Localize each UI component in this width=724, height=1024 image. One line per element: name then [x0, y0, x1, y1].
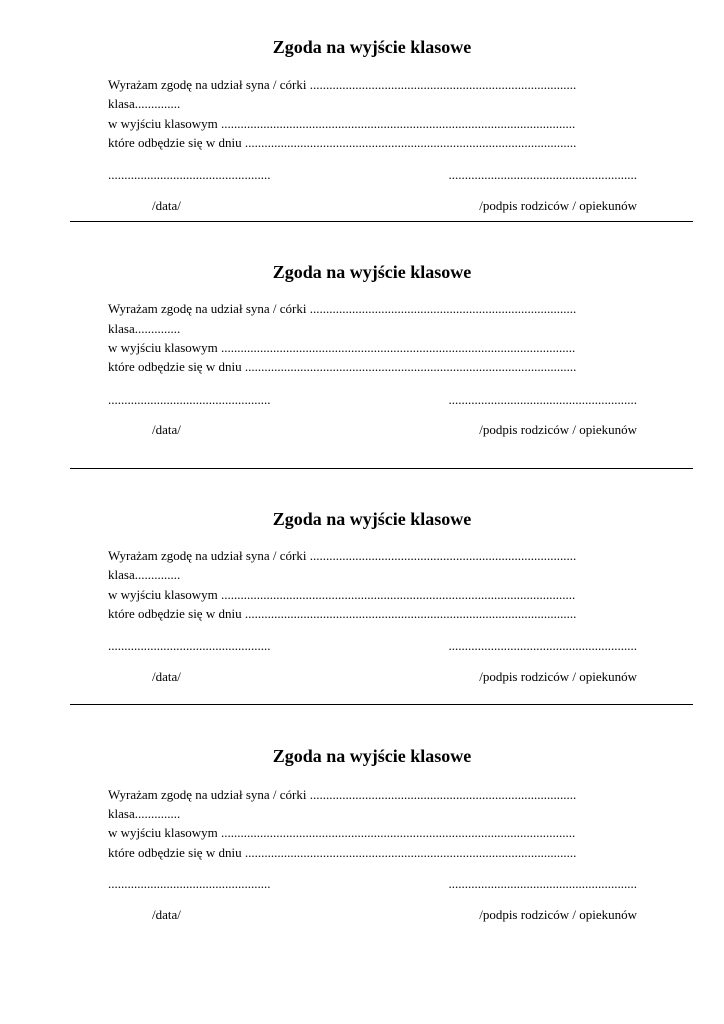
consent-line-class: klasa..............	[108, 321, 181, 336]
date-label: /data/	[152, 669, 181, 684]
date-label: /data/	[152, 907, 181, 922]
consent-line-child: Wyrażam zgodę na udział syna / córki ..................................................................................	[108, 787, 577, 802]
consent-line-trip: w wyjściu klasowym .............................................................................................................	[108, 340, 576, 355]
signature-field: ..........................................................	[448, 638, 637, 653]
date-field: ..................................................	[108, 876, 271, 891]
consent-line-class: klasa..............	[108, 567, 181, 582]
consent-line-class: klasa..............	[108, 806, 181, 821]
slip-title: Zgoda na wyjście klasowe	[272, 37, 472, 57]
date-label: /data/	[152, 422, 181, 437]
date-label: /data/	[152, 198, 181, 213]
cut-line-1	[70, 221, 693, 222]
date-field: ..................................................	[108, 392, 271, 407]
consent-line-child: Wyrażam zgodę na udział syna / córki ..................................................................................	[108, 77, 577, 92]
cut-line-3	[70, 704, 693, 705]
signature-label: /podpis rodziców / opiekunów	[479, 669, 637, 684]
consent-line-date: które odbędzie się w dniu ......................................................................................................	[108, 606, 577, 621]
signature-field: ..........................................................	[448, 167, 637, 182]
signature-label: /podpis rodziców / opiekunów	[479, 422, 637, 437]
signature-label: /podpis rodziców / opiekunów	[479, 907, 637, 922]
consent-line-trip: w wyjściu klasowym .............................................................................................................	[108, 825, 576, 840]
consent-line-trip: w wyjściu klasowym .............................................................................................................	[108, 116, 576, 131]
date-field: ..................................................	[108, 638, 271, 653]
signature-label: /podpis rodziców / opiekunów	[479, 198, 637, 213]
signature-field: ..........................................................	[448, 392, 637, 407]
consent-line-date: które odbędzie się w dniu ......................................................................................................	[108, 845, 577, 860]
date-field: ..................................................	[108, 167, 271, 182]
consent-line-class: klasa..............	[108, 96, 181, 111]
consent-line-trip: w wyjściu klasowym .............................................................................................................	[108, 587, 576, 602]
slip-title: Zgoda na wyjście klasowe	[272, 509, 472, 529]
cut-line-2	[70, 468, 693, 469]
consent-line-date: które odbędzie się w dniu ......................................................................................................	[108, 359, 577, 374]
slip-title: Zgoda na wyjście klasowe	[272, 262, 472, 282]
signature-field: ..........................................................	[448, 876, 637, 891]
consent-line-date: które odbędzie się w dniu ......................................................................................................	[108, 135, 577, 150]
consent-line-child: Wyrażam zgodę na udział syna / córki ..................................................................................	[108, 548, 577, 563]
slip-title: Zgoda na wyjście klasowe	[272, 746, 472, 766]
consent-line-child: Wyrażam zgodę na udział syna / córki ..................................................................................	[108, 301, 577, 316]
